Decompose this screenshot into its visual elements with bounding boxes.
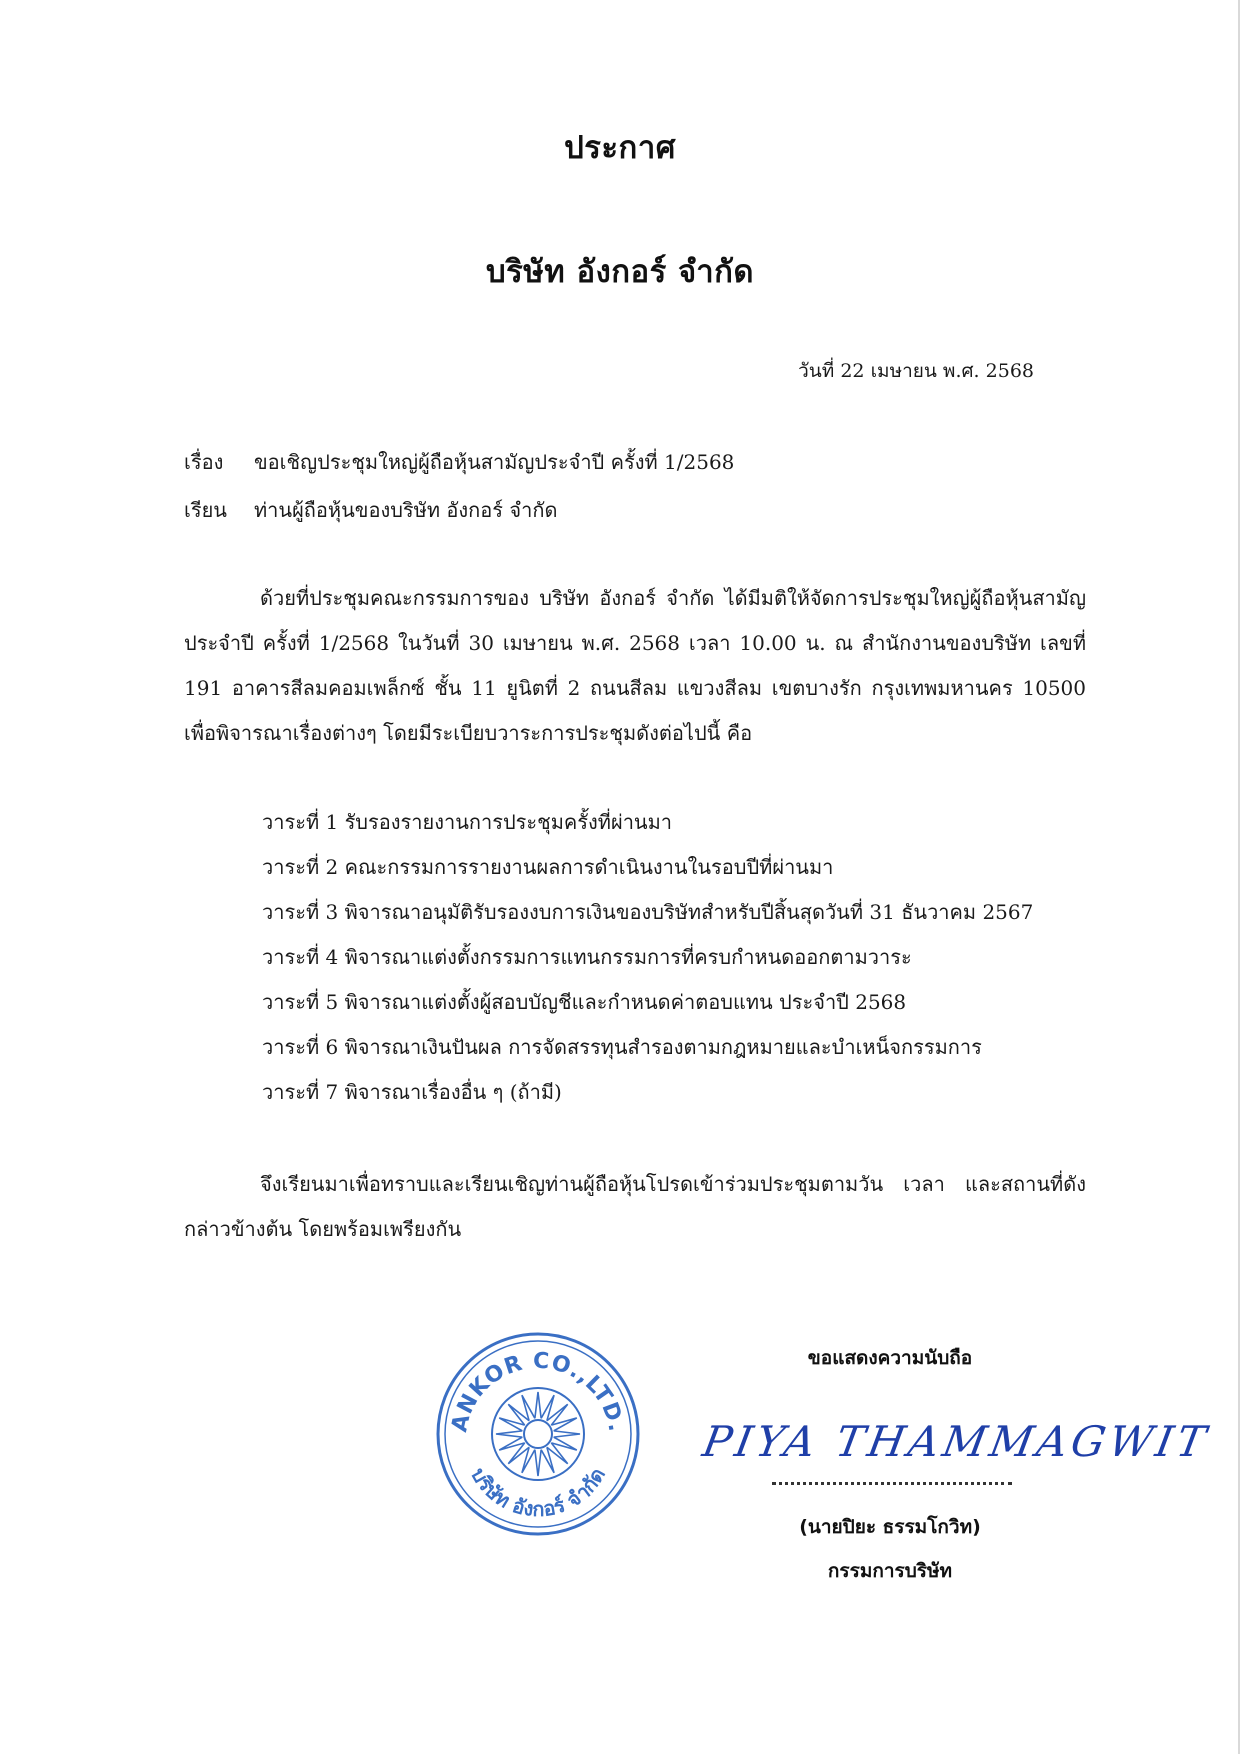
signature-dotted-line xyxy=(772,1482,1012,1485)
seal-petal xyxy=(535,1392,541,1418)
subject-text: ขอเชิญประชุมใหญ่ผู้ถือหุ้นสามัญประจำปี ครั้งที่ 1/2568 xyxy=(254,450,735,474)
signer-name: (นายปิยะ ธรรมโกวิท) xyxy=(799,1516,981,1538)
subject-row xyxy=(184,446,734,478)
agenda-item: วาระที่ 3 พิจารณาอนุมัติรับรองงบการเงินของบริษัทสำหรับปีสิ้นสุดวันที่ 31 ธันวาคม 2567 xyxy=(262,900,1034,924)
agenda-list xyxy=(262,800,1033,1115)
subject-label: เรื่อง xyxy=(184,450,224,474)
seal-petal xyxy=(496,1431,522,1437)
company-seal xyxy=(434,1330,642,1538)
recipient-row xyxy=(184,494,557,526)
svg-text:บริษัท อังกอร์ จำกัด: บริษัท อังกอร์ จำกัด xyxy=(466,1463,610,1522)
announcement-title: ประกาศ xyxy=(564,130,676,166)
svg-text:PIYA THAMMAGWIT: PIYA THAMMAGWIT xyxy=(699,1417,1214,1466)
agenda-item: วาระที่ 1 รับรองรายงานการประชุมครั้งที่ผ่านมา xyxy=(262,810,673,834)
agenda-item: วาระที่ 5 พิจารณาแต่งตั้งผู้สอบบัญชีและกำหนดค่าตอบแทน ประจำปี 2568 xyxy=(262,990,907,1014)
svg-text:ANKOR CO.,LTD.: ANKOR CO.,LTD. xyxy=(447,1348,629,1435)
agenda-item: วาระที่ 2 คณะกรรมการรายงานผลการดำเนินงานในรอบปีที่ผ่านมา xyxy=(262,855,834,879)
recipient-text: ท่านผู้ถือหุ้นของบริษัท อังกอร์ จำกัด xyxy=(254,498,558,522)
document-date: วันที่ 22 เมษายน พ.ศ. 2568 xyxy=(798,360,1034,382)
company-name-heading: บริษัท อังกอร์ จำกัด xyxy=(485,254,755,290)
agenda-item: วาระที่ 7 พิจารณาเรื่องอื่น ๆ (ถ้ามี) xyxy=(262,1080,562,1104)
seal-petal xyxy=(535,1450,541,1476)
signer-title: กรรมการบริษัท xyxy=(827,1560,953,1582)
invitation-paragraph: ด้วยที่ประชุมคณะกรรมการของ บริษัท อังกอร์ จำกัด ได้มีมติให้จัดการประชุมใหญ่ผู้ถือหุ้นสามัญประจำปี ครั้งที่ 1/2568 ในวันที่ 30 เมษายน พ.ศ. 2568 เวลา 10.00 น. ณ สำนักงานของบริษัท เลขที่ 191 อาคารสีลมคอมเพล็กซ์ ชั้น 11 ยูนิตที่ 2 ถนนสีลม แขวงสีลม เขตบางรัก กรุงเทพมหานคร 10500 เพื่อพิจารณาเรื่องต่างๆ โดยมีระเบียบวาระการประชุมดังต่อไปนี้ คือ xyxy=(184,586,1086,745)
recipient-label: เรียน xyxy=(184,498,227,522)
closing-regards: ขอแสดงความนับถือ xyxy=(807,1347,973,1369)
handwritten-signature xyxy=(699,1404,1214,1474)
agenda-item: วาระที่ 4 พิจารณาแต่งตั้งกรรมการแทนกรรมการที่ครบกำหนดออกตามวาระ xyxy=(262,945,912,969)
closing-paragraph: จึงเรียนมาเพื่อทราบและเรียนเชิญท่านผู้ถือหุ้นโปรดเข้าร่วมประชุมตามวัน เวลา และสถานที่ดังกล่าวข้างต้น โดยพร้อมเพรียงกัน xyxy=(184,1172,1086,1241)
agenda-item: วาระที่ 6 พิจารณาเงินปันผล การจัดสรรทุนสำรองตามกฎหมายและบำเหน็จกรรมการ xyxy=(262,1035,982,1059)
seal-petal xyxy=(554,1431,580,1437)
